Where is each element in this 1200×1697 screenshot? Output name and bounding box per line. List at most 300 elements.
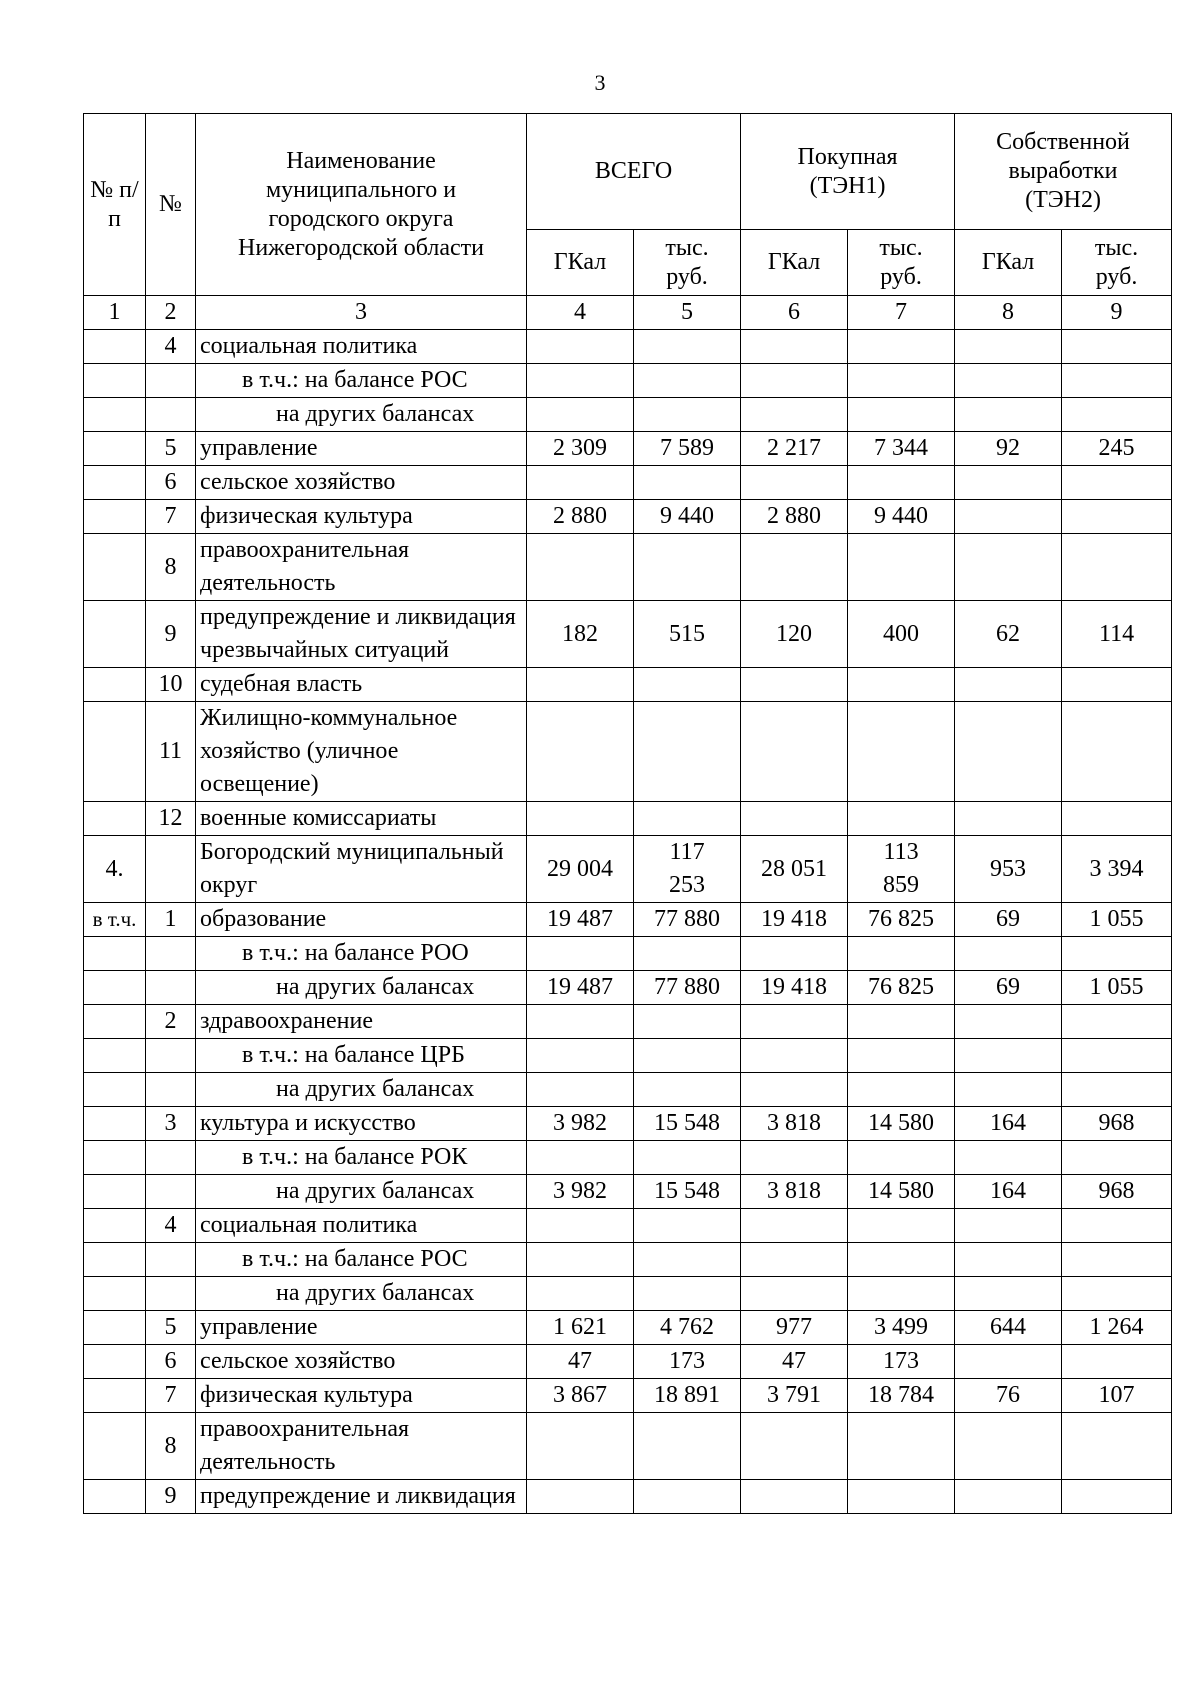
row-value-own-gkal — [955, 1243, 1062, 1277]
row-name-cell: военные комиссариаты — [196, 802, 527, 836]
row-npp-cell — [84, 702, 146, 802]
row-npp-cell — [84, 937, 146, 971]
row-npp-cell — [84, 1073, 146, 1107]
unit-gkal-own: ГКал — [955, 230, 1062, 296]
row-value-total-rub — [634, 1480, 741, 1514]
row-npp-cell — [84, 432, 146, 466]
table-row — [84, 1209, 1172, 1243]
row-npp-cell — [84, 1141, 146, 1175]
row-value-own-gkal — [955, 534, 1062, 601]
row-name-cell: управление — [196, 1311, 527, 1345]
row-value-own-gkal — [955, 1141, 1062, 1175]
row-npp-cell — [84, 1039, 146, 1073]
row-value-own-gkal — [955, 364, 1062, 398]
row-value-purchased-rub: 14 580 — [848, 1175, 955, 1209]
row-value-own-rub — [1062, 1277, 1172, 1311]
column-number: 3 — [196, 296, 527, 330]
column-number: 2 — [146, 296, 196, 330]
row-number-cell: 4 — [146, 330, 196, 364]
row-value-total-rub: 4 762 — [634, 1311, 741, 1345]
table-row — [84, 1480, 1172, 1514]
row-value-purchased-rub: 14 580 — [848, 1107, 955, 1141]
row-name-cell: на других балансах — [196, 398, 527, 432]
row-value-own-gkal — [955, 1073, 1062, 1107]
row-value-purchased-gkal — [741, 364, 848, 398]
row-name-cell: здравоохранение — [196, 1005, 527, 1039]
row-value-total-rub — [634, 534, 741, 601]
row-value-purchased-rub: 173 — [848, 1345, 955, 1379]
row-value-total-rub — [634, 802, 741, 836]
row-value-purchased-rub: 400 — [848, 601, 955, 668]
row-npp-cell — [84, 466, 146, 500]
row-value-total-rub: 15 548 — [634, 1107, 741, 1141]
row-value-total-gkal: 3 982 — [527, 1175, 634, 1209]
row-value-own-gkal — [955, 1277, 1062, 1311]
row-value-total-rub: 515 — [634, 601, 741, 668]
row-value-purchased-gkal: 47 — [741, 1345, 848, 1379]
row-name-cell: социальная политика — [196, 330, 527, 364]
row-value-own-rub — [1062, 1480, 1172, 1514]
row-value-purchased-gkal — [741, 668, 848, 702]
row-name-cell: культура и искусство — [196, 1107, 527, 1141]
row-value-own-rub — [1062, 1039, 1172, 1073]
row-name-cell: физическая культура — [196, 500, 527, 534]
row-value-purchased-rub — [848, 1277, 955, 1311]
row-value-purchased-gkal — [741, 1277, 848, 1311]
row-number-cell: 8 — [146, 534, 196, 601]
table-row — [84, 1379, 1172, 1413]
row-number-cell: 12 — [146, 802, 196, 836]
row-number-cell: 4 — [146, 1209, 196, 1243]
row-value-total-gkal — [527, 1141, 634, 1175]
table-row — [84, 1039, 1172, 1073]
row-name-cell: правоохранительная деятельность — [196, 534, 527, 601]
row-value-purchased-gkal: 19 418 — [741, 903, 848, 937]
row-value-own-rub: 1 055 — [1062, 971, 1172, 1005]
row-value-own-rub — [1062, 500, 1172, 534]
row-value-purchased-rub: 113 859 — [848, 836, 955, 903]
row-name-cell: в т.ч.: на балансе РОС — [196, 1243, 527, 1277]
row-value-own-gkal — [955, 937, 1062, 971]
row-value-own-gkal — [955, 1480, 1062, 1514]
row-value-purchased-gkal: 3 791 — [741, 1379, 848, 1413]
table-row — [84, 398, 1172, 432]
row-value-total-gkal — [527, 937, 634, 971]
row-npp-cell — [84, 802, 146, 836]
row-name-cell: на других балансах — [196, 1175, 527, 1209]
row-value-purchased-gkal: 120 — [741, 601, 848, 668]
row-value-own-rub — [1062, 668, 1172, 702]
row-value-own-rub — [1062, 1413, 1172, 1480]
table-row — [84, 702, 1172, 802]
group-total-header: ВСЕГО — [527, 114, 741, 230]
row-value-purchased-rub: 7 344 — [848, 432, 955, 466]
column-number: 4 — [527, 296, 634, 330]
row-value-own-gkal — [955, 702, 1062, 802]
row-value-total-gkal — [527, 534, 634, 601]
row-npp-cell — [84, 1311, 146, 1345]
row-value-own-rub: 1 055 — [1062, 903, 1172, 937]
column-number: 7 — [848, 296, 955, 330]
table-row — [84, 1005, 1172, 1039]
row-value-purchased-gkal — [741, 1005, 848, 1039]
row-value-own-rub — [1062, 702, 1172, 802]
row-value-own-rub: 968 — [1062, 1175, 1172, 1209]
unit-rub-own: тыс. руб. — [1062, 230, 1172, 296]
row-value-own-rub — [1062, 1073, 1172, 1107]
row-value-total-rub — [634, 466, 741, 500]
row-value-purchased-rub — [848, 1243, 955, 1277]
row-value-purchased-rub — [848, 398, 955, 432]
row-value-own-gkal — [955, 1345, 1062, 1379]
row-value-purchased-gkal — [741, 398, 848, 432]
row-value-own-rub — [1062, 364, 1172, 398]
row-value-purchased-rub — [848, 330, 955, 364]
row-name-cell: на других балансах — [196, 1277, 527, 1311]
unit-rub-total: тыс. руб. — [634, 230, 741, 296]
row-value-total-rub — [634, 1413, 741, 1480]
row-value-own-gkal — [955, 500, 1062, 534]
row-npp-cell — [84, 1107, 146, 1141]
row-value-purchased-rub — [848, 1209, 955, 1243]
row-number-cell — [146, 398, 196, 432]
row-value-own-gkal: 644 — [955, 1311, 1062, 1345]
table-row — [84, 903, 1172, 937]
row-value-own-gkal: 69 — [955, 903, 1062, 937]
row-value-own-gkal — [955, 398, 1062, 432]
table-row — [84, 668, 1172, 702]
row-npp-cell — [84, 1480, 146, 1514]
table-row — [84, 1345, 1172, 1379]
row-number-cell: 5 — [146, 1311, 196, 1345]
row-value-purchased-gkal — [741, 466, 848, 500]
column-number: 6 — [741, 296, 848, 330]
row-value-total-rub — [634, 668, 741, 702]
row-value-total-gkal: 2 880 — [527, 500, 634, 534]
row-npp-cell — [84, 330, 146, 364]
row-value-own-gkal — [955, 466, 1062, 500]
column-number: 1 — [84, 296, 146, 330]
row-value-own-rub — [1062, 1209, 1172, 1243]
row-value-total-rub — [634, 1277, 741, 1311]
row-number-cell: 2 — [146, 1005, 196, 1039]
row-value-total-gkal — [527, 1073, 634, 1107]
row-value-own-gkal: 953 — [955, 836, 1062, 903]
row-value-purchased-rub: 3 499 — [848, 1311, 955, 1345]
row-name-cell: предупреждение и ликвидация — [196, 1480, 527, 1514]
row-value-own-gkal — [955, 1209, 1062, 1243]
row-value-own-rub — [1062, 398, 1172, 432]
row-value-own-gkal: 76 — [955, 1379, 1062, 1413]
row-value-purchased-gkal: 2 880 — [741, 500, 848, 534]
row-value-purchased-rub — [848, 802, 955, 836]
unit-gkal-purchased: ГКал — [741, 230, 848, 296]
row-name-cell: управление — [196, 432, 527, 466]
row-number-cell — [146, 1243, 196, 1277]
row-value-total-gkal — [527, 1243, 634, 1277]
row-value-own-rub — [1062, 466, 1172, 500]
row-value-own-rub: 1 264 — [1062, 1311, 1172, 1345]
row-number-cell: 7 — [146, 500, 196, 534]
row-npp-cell — [84, 1175, 146, 1209]
row-name-cell: судебная власть — [196, 668, 527, 702]
table-row — [84, 1243, 1172, 1277]
row-value-own-rub — [1062, 330, 1172, 364]
row-value-total-rub: 9 440 — [634, 500, 741, 534]
row-value-purchased-rub — [848, 1005, 955, 1039]
row-value-own-gkal — [955, 1413, 1062, 1480]
row-value-total-rub — [634, 364, 741, 398]
row-value-total-gkal — [527, 802, 634, 836]
row-npp-cell: 4. — [84, 836, 146, 903]
row-value-purchased-gkal: 19 418 — [741, 971, 848, 1005]
table-row — [84, 500, 1172, 534]
row-value-own-rub — [1062, 1345, 1172, 1379]
row-number-cell: 6 — [146, 1345, 196, 1379]
row-name-cell: в т.ч.: на балансе ЦРБ — [196, 1039, 527, 1073]
row-value-total-rub — [634, 1209, 741, 1243]
row-value-total-rub: 117 253 — [634, 836, 741, 903]
group-own-header: Собственной выработки (ТЭН2) — [955, 114, 1172, 230]
row-number-cell — [146, 836, 196, 903]
row-value-total-rub — [634, 702, 741, 802]
row-value-own-gkal — [955, 802, 1062, 836]
row-name-cell: Богородский муниципальный округ — [196, 836, 527, 903]
row-number-cell — [146, 1073, 196, 1107]
row-value-own-gkal — [955, 1005, 1062, 1039]
row-name-cell: в т.ч.: на балансе РОК — [196, 1141, 527, 1175]
row-value-purchased-rub — [848, 1480, 955, 1514]
row-value-purchased-rub — [848, 1141, 955, 1175]
row-value-own-rub — [1062, 937, 1172, 971]
table-row — [84, 1141, 1172, 1175]
row-value-total-gkal: 182 — [527, 601, 634, 668]
row-value-total-gkal — [527, 1005, 634, 1039]
row-value-total-gkal: 47 — [527, 1345, 634, 1379]
page-number: 3 — [594, 70, 606, 95]
row-value-purchased-rub: 18 784 — [848, 1379, 955, 1413]
row-value-purchased-gkal — [741, 1413, 848, 1480]
table-row — [84, 1073, 1172, 1107]
row-value-own-rub — [1062, 1141, 1172, 1175]
row-value-purchased-gkal — [741, 1039, 848, 1073]
row-value-total-gkal — [527, 702, 634, 802]
row-value-total-gkal: 19 487 — [527, 903, 634, 937]
row-value-purchased-rub: 9 440 — [848, 500, 955, 534]
row-value-own-rub: 3 394 — [1062, 836, 1172, 903]
row-value-purchased-gkal: 2 217 — [741, 432, 848, 466]
row-name-cell: сельское хозяйство — [196, 1345, 527, 1379]
row-npp-cell — [84, 500, 146, 534]
heat-consumption-table — [83, 113, 1172, 1514]
row-value-own-gkal — [955, 668, 1062, 702]
table-row — [84, 364, 1172, 398]
table-row — [84, 971, 1172, 1005]
row-value-purchased-gkal — [741, 534, 848, 601]
group-purchased-header: Покупная (ТЭН1) — [741, 114, 955, 230]
row-npp-cell — [84, 398, 146, 432]
row-value-purchased-gkal — [741, 702, 848, 802]
row-value-purchased-rub — [848, 1039, 955, 1073]
row-name-cell: на других балансах — [196, 971, 527, 1005]
row-number-cell: 10 — [146, 668, 196, 702]
row-value-purchased-rub — [848, 668, 955, 702]
unit-rub-purchased: тыс. руб. — [848, 230, 955, 296]
row-npp-cell — [84, 1209, 146, 1243]
row-value-purchased-gkal — [741, 802, 848, 836]
row-value-total-rub — [634, 1039, 741, 1073]
col-name-header: Наименование муниципального и городского округа Нижегородской области — [196, 114, 527, 296]
row-value-purchased-rub — [848, 1413, 955, 1480]
row-value-purchased-rub — [848, 364, 955, 398]
row-npp-cell: в т.ч. — [84, 903, 146, 937]
row-value-total-gkal — [527, 364, 634, 398]
row-value-own-rub — [1062, 534, 1172, 601]
row-value-total-gkal — [527, 1480, 634, 1514]
row-value-purchased-gkal — [741, 1141, 848, 1175]
row-value-total-gkal — [527, 466, 634, 500]
row-value-total-gkal — [527, 668, 634, 702]
row-number-cell — [146, 1277, 196, 1311]
row-value-total-rub: 7 589 — [634, 432, 741, 466]
row-number-cell: 8 — [146, 1413, 196, 1480]
row-value-own-rub: 968 — [1062, 1107, 1172, 1141]
row-number-cell: 3 — [146, 1107, 196, 1141]
row-value-own-gkal: 164 — [955, 1107, 1062, 1141]
table-row — [84, 466, 1172, 500]
column-numbers-row — [84, 296, 1172, 330]
row-value-total-gkal: 2 309 — [527, 432, 634, 466]
row-value-own-gkal: 164 — [955, 1175, 1062, 1209]
row-name-cell: правоохранительная деятельность — [196, 1413, 527, 1480]
row-value-total-rub: 77 880 — [634, 903, 741, 937]
table-row — [84, 937, 1172, 971]
row-number-cell: 9 — [146, 1480, 196, 1514]
row-value-total-gkal: 29 004 — [527, 836, 634, 903]
row-npp-cell — [84, 364, 146, 398]
row-value-own-gkal — [955, 1039, 1062, 1073]
row-value-total-rub — [634, 398, 741, 432]
row-value-purchased-rub — [848, 534, 955, 601]
row-value-total-gkal: 19 487 — [527, 971, 634, 1005]
row-value-total-gkal — [527, 330, 634, 364]
row-value-purchased-rub — [848, 937, 955, 971]
row-value-own-gkal: 92 — [955, 432, 1062, 466]
row-value-own-rub — [1062, 802, 1172, 836]
row-value-total-gkal: 1 621 — [527, 1311, 634, 1345]
table-row — [84, 432, 1172, 466]
table-row — [84, 1107, 1172, 1141]
row-value-total-rub — [634, 1141, 741, 1175]
row-npp-cell — [84, 1413, 146, 1480]
row-value-own-rub: 107 — [1062, 1379, 1172, 1413]
row-npp-cell — [84, 971, 146, 1005]
row-value-total-gkal — [527, 1413, 634, 1480]
row-name-cell: физическая культура — [196, 1379, 527, 1413]
table-row — [84, 534, 1172, 601]
row-value-purchased-gkal: 3 818 — [741, 1175, 848, 1209]
row-name-cell: в т.ч.: на балансе РОС — [196, 364, 527, 398]
table-body — [84, 330, 1172, 1514]
row-name-cell: образование — [196, 903, 527, 937]
row-value-total-rub — [634, 1005, 741, 1039]
table-row — [84, 802, 1172, 836]
column-number: 9 — [1062, 296, 1172, 330]
row-value-total-rub — [634, 1073, 741, 1107]
row-number-cell: 7 — [146, 1379, 196, 1413]
row-value-purchased-gkal: 977 — [741, 1311, 848, 1345]
table-row — [84, 1175, 1172, 1209]
row-value-total-gkal — [527, 1039, 634, 1073]
table-header — [84, 114, 1172, 330]
row-value-own-rub: 245 — [1062, 432, 1172, 466]
row-number-cell: 6 — [146, 466, 196, 500]
col-npp-header: № п/п — [84, 114, 146, 296]
row-value-total-rub: 77 880 — [634, 971, 741, 1005]
column-number: 5 — [634, 296, 741, 330]
row-value-own-gkal: 62 — [955, 601, 1062, 668]
row-value-purchased-rub — [848, 702, 955, 802]
row-npp-cell — [84, 1277, 146, 1311]
table-row — [84, 1311, 1172, 1345]
row-number-cell: 1 — [146, 903, 196, 937]
row-value-total-rub: 15 548 — [634, 1175, 741, 1209]
row-value-own-rub: 114 — [1062, 601, 1172, 668]
row-number-cell: 5 — [146, 432, 196, 466]
row-name-cell: социальная политика — [196, 1209, 527, 1243]
row-number-cell — [146, 1039, 196, 1073]
row-number-cell: 11 — [146, 702, 196, 802]
row-value-total-rub: 173 — [634, 1345, 741, 1379]
row-value-purchased-gkal — [741, 330, 848, 364]
row-value-total-gkal: 3 867 — [527, 1379, 634, 1413]
row-number-cell — [146, 937, 196, 971]
row-value-purchased-gkal — [741, 1073, 848, 1107]
col-n-header: № — [146, 114, 196, 296]
row-value-total-gkal — [527, 1209, 634, 1243]
table-row — [84, 836, 1172, 903]
row-number-cell — [146, 1141, 196, 1175]
row-number-cell: 9 — [146, 601, 196, 668]
row-npp-cell — [84, 1345, 146, 1379]
row-npp-cell — [84, 534, 146, 601]
row-name-cell: предупреждение и ликвидация чрезвычайных ситуаций — [196, 601, 527, 668]
row-name-cell: на других балансах — [196, 1073, 527, 1107]
column-number: 8 — [955, 296, 1062, 330]
row-value-total-rub — [634, 937, 741, 971]
row-value-purchased-gkal — [741, 1480, 848, 1514]
table-row — [84, 1413, 1172, 1480]
row-name-cell: сельское хозяйство — [196, 466, 527, 500]
table-row — [84, 601, 1172, 668]
row-value-own-gkal: 69 — [955, 971, 1062, 1005]
unit-gkal-total: ГКал — [527, 230, 634, 296]
row-value-own-rub — [1062, 1243, 1172, 1277]
row-value-purchased-rub: 76 825 — [848, 903, 955, 937]
row-number-cell — [146, 364, 196, 398]
row-value-own-gkal — [955, 330, 1062, 364]
row-npp-cell — [84, 601, 146, 668]
row-npp-cell — [84, 668, 146, 702]
row-value-total-gkal — [527, 398, 634, 432]
row-npp-cell — [84, 1243, 146, 1277]
row-value-purchased-gkal: 28 051 — [741, 836, 848, 903]
row-number-cell — [146, 971, 196, 1005]
row-value-total-rub: 18 891 — [634, 1379, 741, 1413]
row-value-total-rub — [634, 330, 741, 364]
row-value-total-gkal — [527, 1277, 634, 1311]
row-value-purchased-gkal — [741, 937, 848, 971]
